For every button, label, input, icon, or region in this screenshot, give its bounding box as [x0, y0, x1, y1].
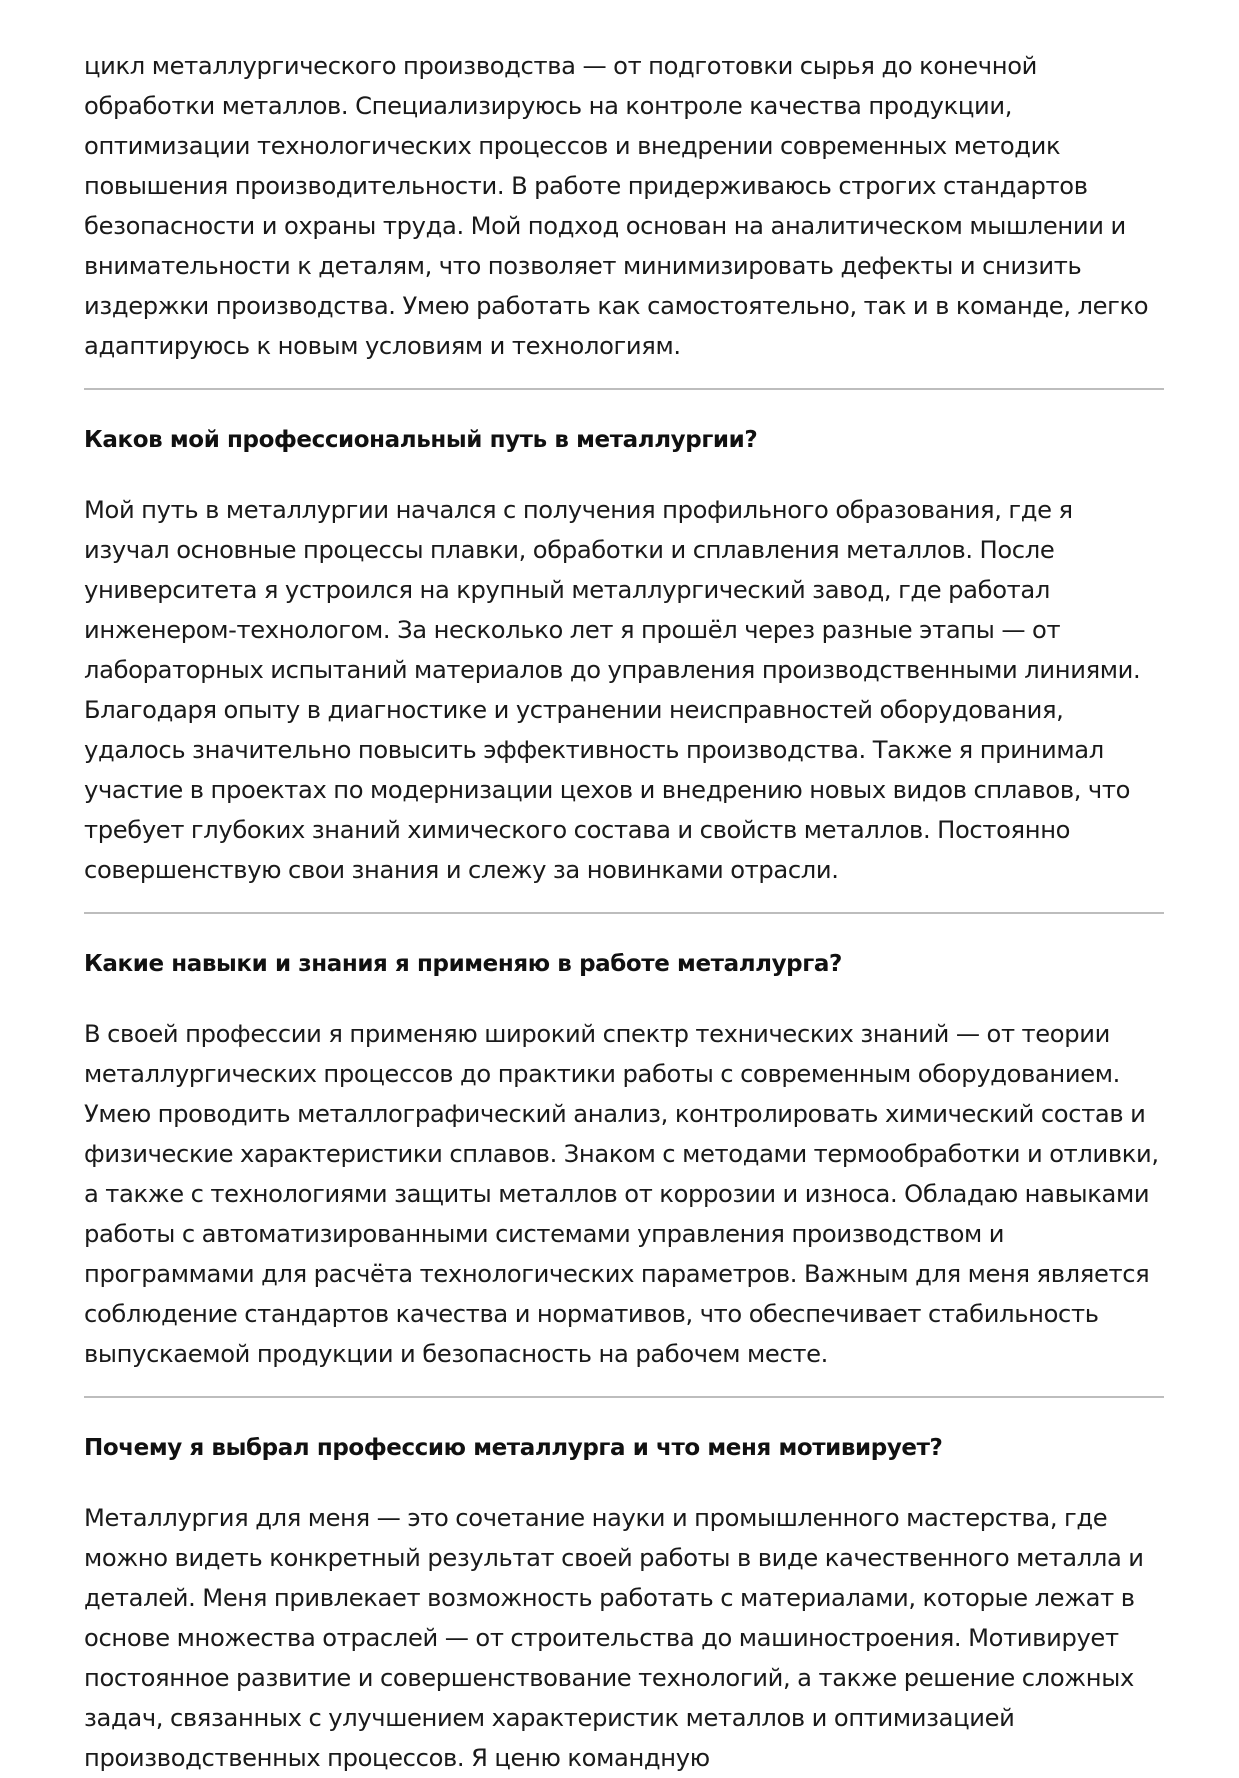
section-paragraph: Мой путь в металлургии начался с получения профильного образования, где я изучал основные процессы плавки, обработки и сплавления металлов. После университета я устроился на крупный металлургический завод, где работал инженером-технологом. За несколько лет я прошёл через разные этапы — от лабораторных испытаний материалов до управления производственными линиями. Благодаря опыту в диагностике и устранении неисправностей оборудования, удалось значительно повысить эффективность производства. Также я принимал участие в проектах по модернизации цехов и внедрению новых видов сплавов, что требует глубоких знаний химического состава и свойств металлов. Постоянно совершенствую свои знания и слежу за новинками отрасли. — [84, 496, 1141, 884]
section-heading: Каков мой профессиональный путь в металлургии? — [84, 427, 758, 453]
section-career-path — [84, 420, 1164, 890]
intro-paragraph: цикл металлургического производства — от подготовки сырья до конечной обработки металлов. Специализируюсь на контроле качества продукции, оптимизации технологических процессов и внедрении современных методик повышения производительности. В работе придерживаюсь строгих стандартов безопасности и охраны труда. Мой подход основан на аналитическом мышлении и внимательности к деталям, что позволяет минимизировать дефекты и снизить издержки производства. Умею работать как самостоятельно, так и в команде, легко адаптируюсь к новым условиям и технологиям. — [84, 52, 1149, 360]
section-motivation — [84, 1428, 1164, 1778]
section-paragraph: Металлургия для меня — это сочетание науки и промышленного мастерства, где можно видеть конкретный результат своей работы в виде качественного металла и деталей. Меня привлекает возможность работать с материалами, которые лежат в основе множества отраслей — от строительства до машиностроения. Мотивирует постоянное развитие и совершенствование технологий, а также решение сложных задач, связанных с улучшением характеристик металлов и оптимизацией производственных процессов. Я ценю командную — [84, 1504, 1144, 1772]
section-heading: Почему я выбрал профессию металлурга и что меня мотивирует? — [84, 1435, 943, 1461]
section-divider — [84, 1396, 1164, 1398]
section-heading: Какие навыки и знания я применяю в работе металлурга? — [84, 951, 842, 977]
section-skills — [84, 944, 1164, 1374]
section-divider — [84, 388, 1164, 390]
section-divider — [84, 912, 1164, 914]
section-paragraph: В своей профессии я применяю широкий спектр технических знаний — от теории металлургических процессов до практики работы с современным оборудованием. Умею проводить металлографический анализ, контролировать химический состав и физические характеристики сплавов. Знаком с методами термообработки и отливки, а также с технологиями защиты металлов от коррозии и износа. Обладаю навыками работы с автоматизированными системами управления производством и программами для расчёта технологических параметров. Важным для меня является соблюдение стандартов качества и нормативов, что обеспечивает стабильность выпускаемой продукции и безопасность на рабочем месте. — [84, 1020, 1159, 1368]
document-page — [84, 46, 1164, 1778]
